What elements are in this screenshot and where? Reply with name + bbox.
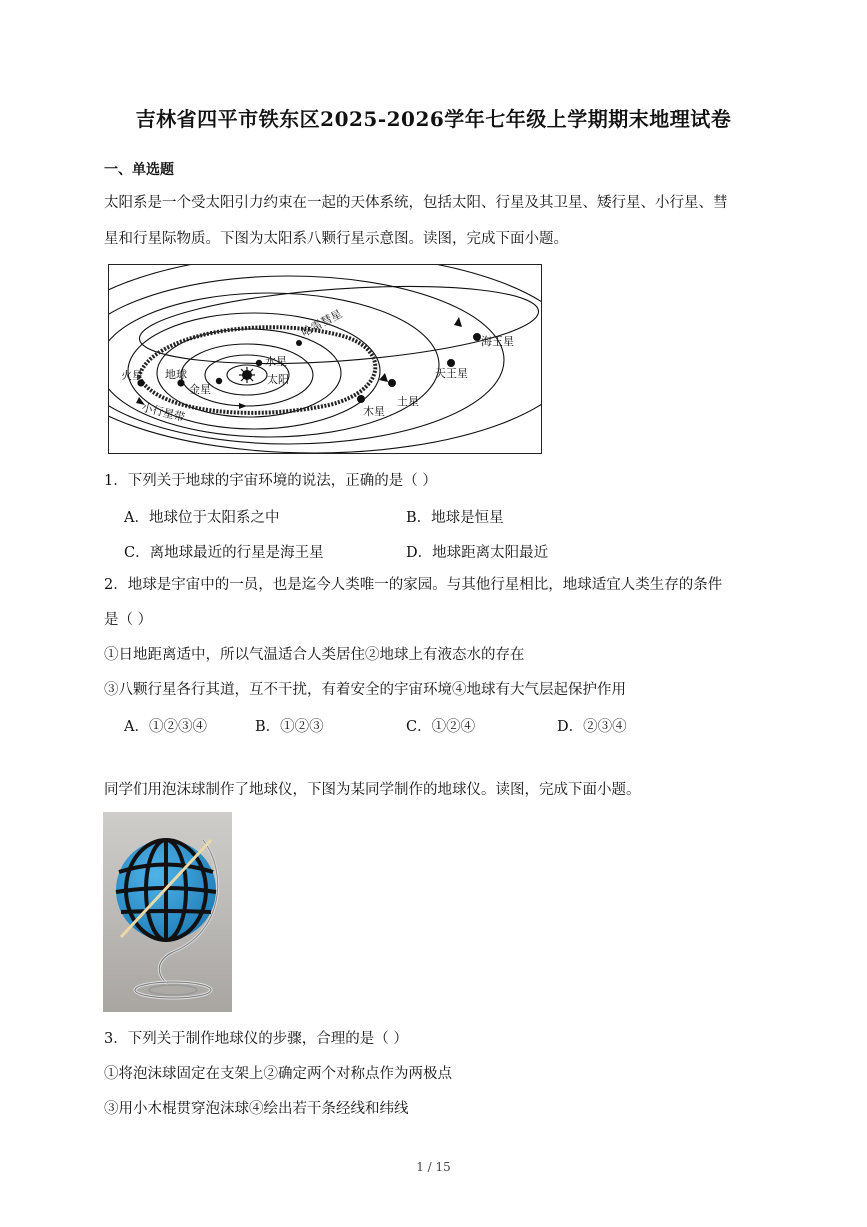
mercury-label: 水星 (265, 355, 287, 368)
uranus-label: 天王星 (435, 367, 468, 380)
q2-option-c[interactable]: C．①②④ (406, 719, 476, 735)
q1-option-c[interactable]: C．离地球最近的行星是海王星 (124, 545, 324, 561)
q1-option-d[interactable]: D．地球距离太阳最近 (406, 545, 549, 561)
comet-label: 哈雷彗星 (299, 307, 345, 340)
page-number: 1 / 15 (416, 1160, 451, 1174)
saturn-dot (388, 379, 396, 387)
mercury-dot (256, 360, 262, 366)
foam-globe-photo (103, 812, 232, 1012)
intro1-line2: 星和行星际物质。下图为太阳系八颗行星示意图。读图，完成下面小题。 (104, 231, 568, 247)
earth-label: 地球 (165, 368, 187, 381)
q2-option-b[interactable]: B．①②③ (255, 719, 324, 735)
neptune-dot (473, 333, 481, 341)
page-title: 吉林省四平市铁东区2025-2026学年七年级上学期期末地理试卷 (135, 107, 732, 131)
q2-statement-1: ①日地距离适中，所以气温适合人类居住②地球上有液态水的存在 (104, 647, 525, 663)
solar-system-figure (108, 264, 542, 454)
sun-label: 太阳 (267, 373, 289, 386)
venus-label: 金星 (189, 383, 211, 396)
q3-statement-1: ①将泡沫球固定在支架上②确定两个对称点作为两极点 (104, 1066, 452, 1082)
q1-option-b[interactable]: B．地球是恒星 (406, 510, 504, 526)
q2-option-d[interactable]: D．②③④ (557, 719, 627, 735)
q1-option-a[interactable]: A．地球位于太阳系之中 (124, 510, 280, 526)
mars-label: 火星 (121, 369, 143, 382)
neptune-label: 海王星 (481, 335, 514, 348)
uranus-dot (447, 359, 455, 367)
saturn-label: 土星 (397, 395, 419, 408)
jupiter-label: 木星 (363, 405, 385, 418)
section-heading: 一、单选题 (104, 162, 174, 178)
sun-icon (239, 367, 255, 383)
asteroid-belt-label: 小行星带 (140, 400, 187, 425)
intro1-line1: 太阳系是一个受太阳引力约束在一起的天体系统，包括太阳、行星及其卫星、矮行星、小行星、彗 (104, 195, 728, 211)
venus-dot (216, 378, 222, 384)
q2-stem-line2: 是（ ） (104, 612, 153, 628)
q3-stem: 3．下列关于制作地球仪的步骤，合理的是（ ） (104, 1031, 408, 1047)
solar-system-diagram (109, 265, 541, 453)
intro2: 同学们用泡沫球制作了地球仪，下图为某同学制作的地球仪。读图，完成下面小题。 (104, 782, 641, 798)
q2-option-a[interactable]: A．①②③④ (124, 719, 207, 735)
q3-statement-2: ③用小木棍贯穿泡沫球④绘出若干条经线和纬线 (104, 1101, 409, 1117)
q2-stem-line1: 2．地球是宇宙中的一员，也是迄今人类唯一的家园。与其他行星相比，地球适宜人类生存的条件 (104, 577, 723, 593)
q1-stem: 1．下列关于地球的宇宙环境的说法，正确的是（ ） (104, 473, 437, 489)
q2-statement-2: ③八颗行星各行其道，互不干扰，有着安全的宇宙环境④地球有大气层起保护作用 (104, 682, 626, 698)
comet-dot (296, 340, 302, 346)
jupiter-dot (357, 395, 365, 403)
